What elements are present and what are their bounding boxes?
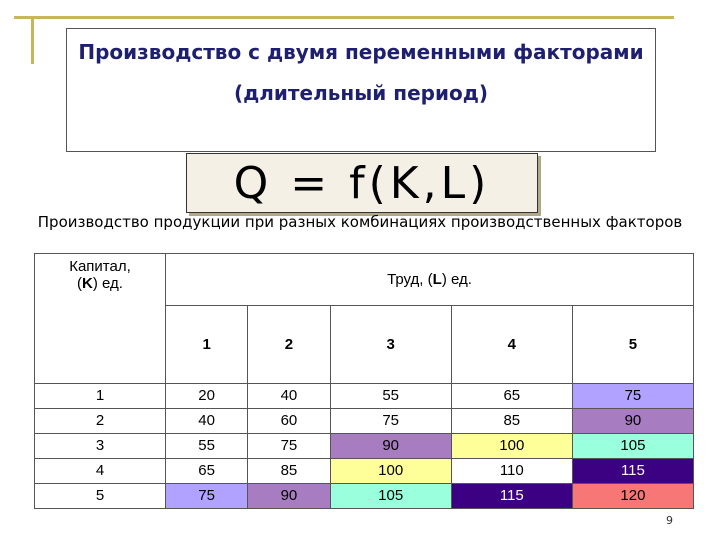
table-caption: Производство продукции при разных комбинациях производственных факторов <box>37 213 683 231</box>
table-row <box>35 483 694 508</box>
labor-unit: ) ед. <box>441 270 472 288</box>
top-decor-line <box>14 16 674 19</box>
labor-unit-header: 4 <box>451 305 572 383</box>
slide-subtitle: (длительный период) <box>233 81 489 105</box>
output-cell: 110 <box>451 458 572 483</box>
labor-unit-header: 5 <box>572 305 693 383</box>
output-cell: 120 <box>572 483 693 508</box>
output-cell: 60 <box>248 408 330 433</box>
output-cell: 75 <box>572 383 693 408</box>
capital-unit-label: 4 <box>35 458 166 483</box>
capital-header-label: Капитал, <box>69 258 131 275</box>
labor-header <box>166 254 694 306</box>
capital-var: K <box>82 275 93 292</box>
output-cell: 115 <box>451 483 572 508</box>
production-table <box>34 253 694 509</box>
capital-unit-label: 5 <box>35 483 166 508</box>
output-cell: 100 <box>451 433 572 458</box>
table-row <box>35 383 694 408</box>
labor-unit-header: 3 <box>330 305 451 383</box>
table-body <box>35 383 694 508</box>
output-cell: 55 <box>330 383 451 408</box>
labor-unit-header: 2 <box>248 305 330 383</box>
output-cell: 85 <box>451 408 572 433</box>
output-cell: 75 <box>166 483 248 508</box>
formula: Q = f(K,L) <box>186 153 538 213</box>
output-cell: 75 <box>330 408 451 433</box>
capital-unit: ) ед. <box>92 275 123 292</box>
output-cell: 40 <box>248 383 330 408</box>
title-box <box>66 28 656 152</box>
page-number: 9 <box>666 514 673 527</box>
slide-title: Производство с двумя переменными факторами <box>78 40 644 64</box>
capital-unit-label: 1 <box>35 383 166 408</box>
capital-unit-label: 2 <box>35 408 166 433</box>
table-row <box>35 408 694 433</box>
left-decor-line <box>31 16 34 64</box>
output-cell: 85 <box>248 458 330 483</box>
output-cell: 20 <box>166 383 248 408</box>
output-cell: 40 <box>166 408 248 433</box>
output-cell: 90 <box>330 433 451 458</box>
output-cell: 100 <box>330 458 451 483</box>
table-row <box>35 458 694 483</box>
output-cell: 75 <box>248 433 330 458</box>
capital-unit-label: 3 <box>35 433 166 458</box>
table-row <box>35 433 694 458</box>
labor-var: L <box>432 270 442 288</box>
output-cell: 90 <box>248 483 330 508</box>
output-cell: 65 <box>451 383 572 408</box>
labor-header-label: Труд, ( <box>387 270 433 288</box>
capital-header: Капитал, (K) ед. <box>35 254 166 384</box>
output-cell: 65 <box>166 458 248 483</box>
output-cell: 105 <box>330 483 451 508</box>
output-cell: 90 <box>572 408 693 433</box>
output-cell: 115 <box>572 458 693 483</box>
output-cell: 105 <box>572 433 693 458</box>
labor-unit-header: 1 <box>166 305 248 383</box>
output-cell: 55 <box>166 433 248 458</box>
